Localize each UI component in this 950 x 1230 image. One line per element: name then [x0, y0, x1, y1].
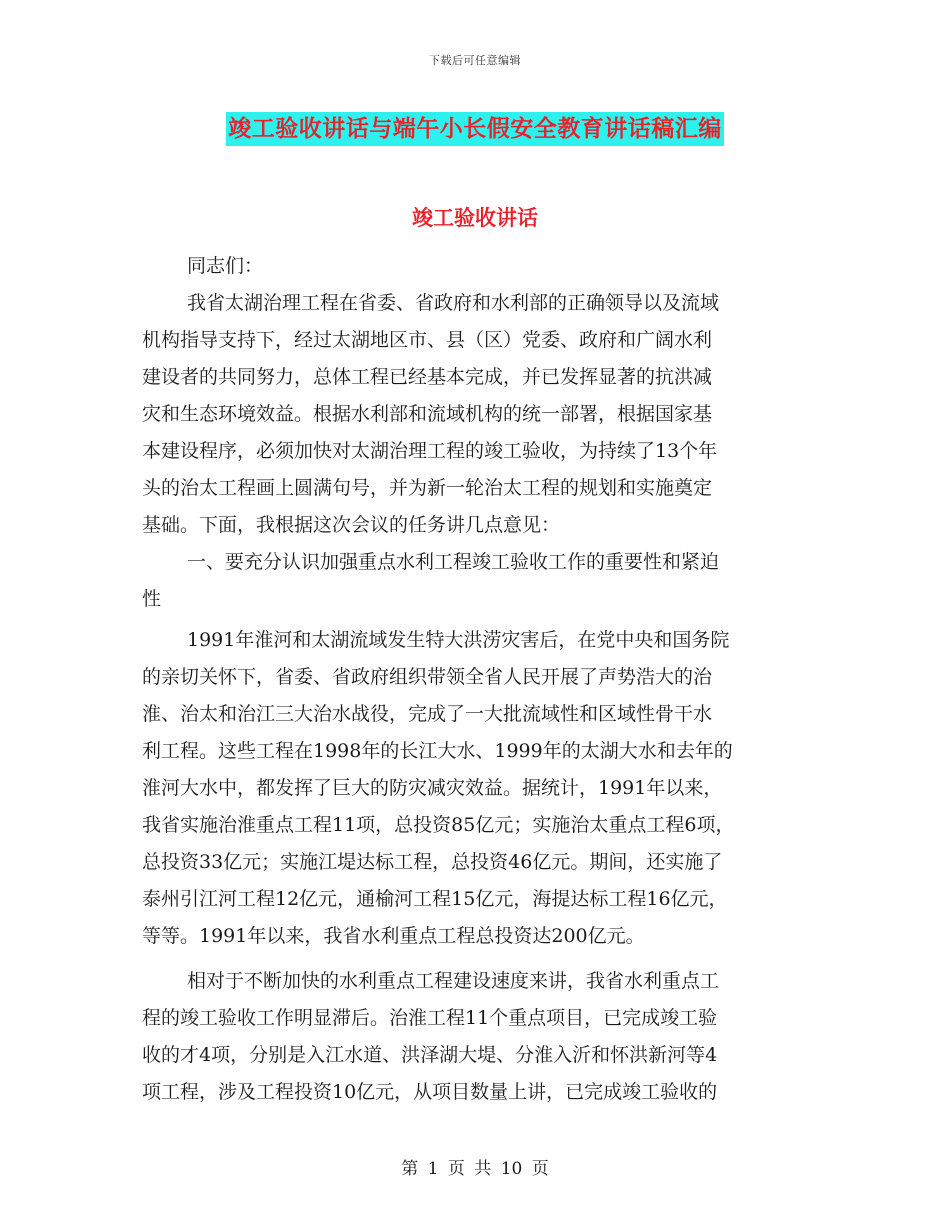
- body-line: 基础。下面，我根据这次会议的任务讲几点意见：: [142, 514, 561, 536]
- body-line: 程的竣工验收工作明显滞后。治淮工程11个重点项目，已完成竣工验: [142, 1007, 718, 1029]
- body-line: 头的治太工程画上圆满句号，并为新一轮治太工程的规划和实施奠定: [142, 477, 713, 499]
- body-line: 项工程，涉及工程投资10亿元，从项目数量上讲，已完成竣工验收的: [142, 1081, 718, 1103]
- body-line: 利工程。这些工程在1998年的长江大水、1999年的太湖大水和去年的: [142, 740, 733, 762]
- body-line: 机构指导支持下，经过太湖地区市、县（区）党委、政府和广阔水利: [142, 329, 713, 351]
- body-line: 泰州引江河工程12亿元，通榆河工程15亿元，海提达标工程16亿元，: [142, 888, 728, 910]
- body-line: 本建设程序，必须加快对太湖治理工程的竣工验收，为持续了13个年: [142, 440, 718, 462]
- body-line: 等等。1991年以来，我省水利重点工程总投资达200亿元。: [142, 925, 645, 947]
- body-line: 淮河大水中，都发挥了巨大的防灾减灾效益。据统计，1991年以来，: [142, 777, 723, 799]
- body-line: 的亲切关怀下，省委、省政府组织带领全省人民开展了声势浩大的治: [142, 666, 713, 688]
- page-footer: 第 1 页 共 10 页: [401, 1159, 549, 1179]
- body-line: 总投资33亿元；实施江堤达标工程，总投资46亿元。期间，还实施了: [142, 851, 723, 873]
- document-body: [142, 248, 822, 1111]
- header-note: 下载后可任意编辑: [429, 54, 521, 67]
- body-line: 淮、治太和治江三大治水战役，完成了一大批流域性和区域性骨干水: [142, 703, 713, 725]
- section-heading-line: 一、要充分认识加强重点水利工程竣工验收工作的重要性和紧迫: [187, 551, 720, 573]
- section-title: 竣工验收讲话: [412, 206, 538, 230]
- body-line: 收的才4项，分别是入江水道、洪泽湖大堤、分淮入沂和怀洪新河等4: [142, 1044, 718, 1066]
- body-line: 建设者的共同努力，总体工程已经基本完成，并已发挥显著的抗洪减: [142, 366, 713, 388]
- body-line: 我省太湖治理工程在省委、省政府和水利部的正确领导以及流域: [187, 292, 720, 314]
- main-title-container: [0, 112, 950, 146]
- body-line: 我省实施治淮重点工程11项，总投资85亿元；实施治太重点工程6项，: [142, 814, 735, 836]
- main-title: 竣工验收讲话与端午小长假安全教育讲话稿汇编: [226, 112, 724, 146]
- section-heading-line: 性: [142, 588, 162, 610]
- body-line: 1991年淮河和太湖流域发生特大洪涝灾害后，在党中央和国务院: [187, 629, 730, 651]
- body-line: 灾和生态环境效益。根据水利部和流域机构的统一部署，根据国家基: [142, 403, 713, 425]
- salutation: 同志们：: [187, 255, 264, 277]
- body-line: 相对于不断加快的水利重点工程建设速度来讲，我省水利重点工: [187, 970, 720, 992]
